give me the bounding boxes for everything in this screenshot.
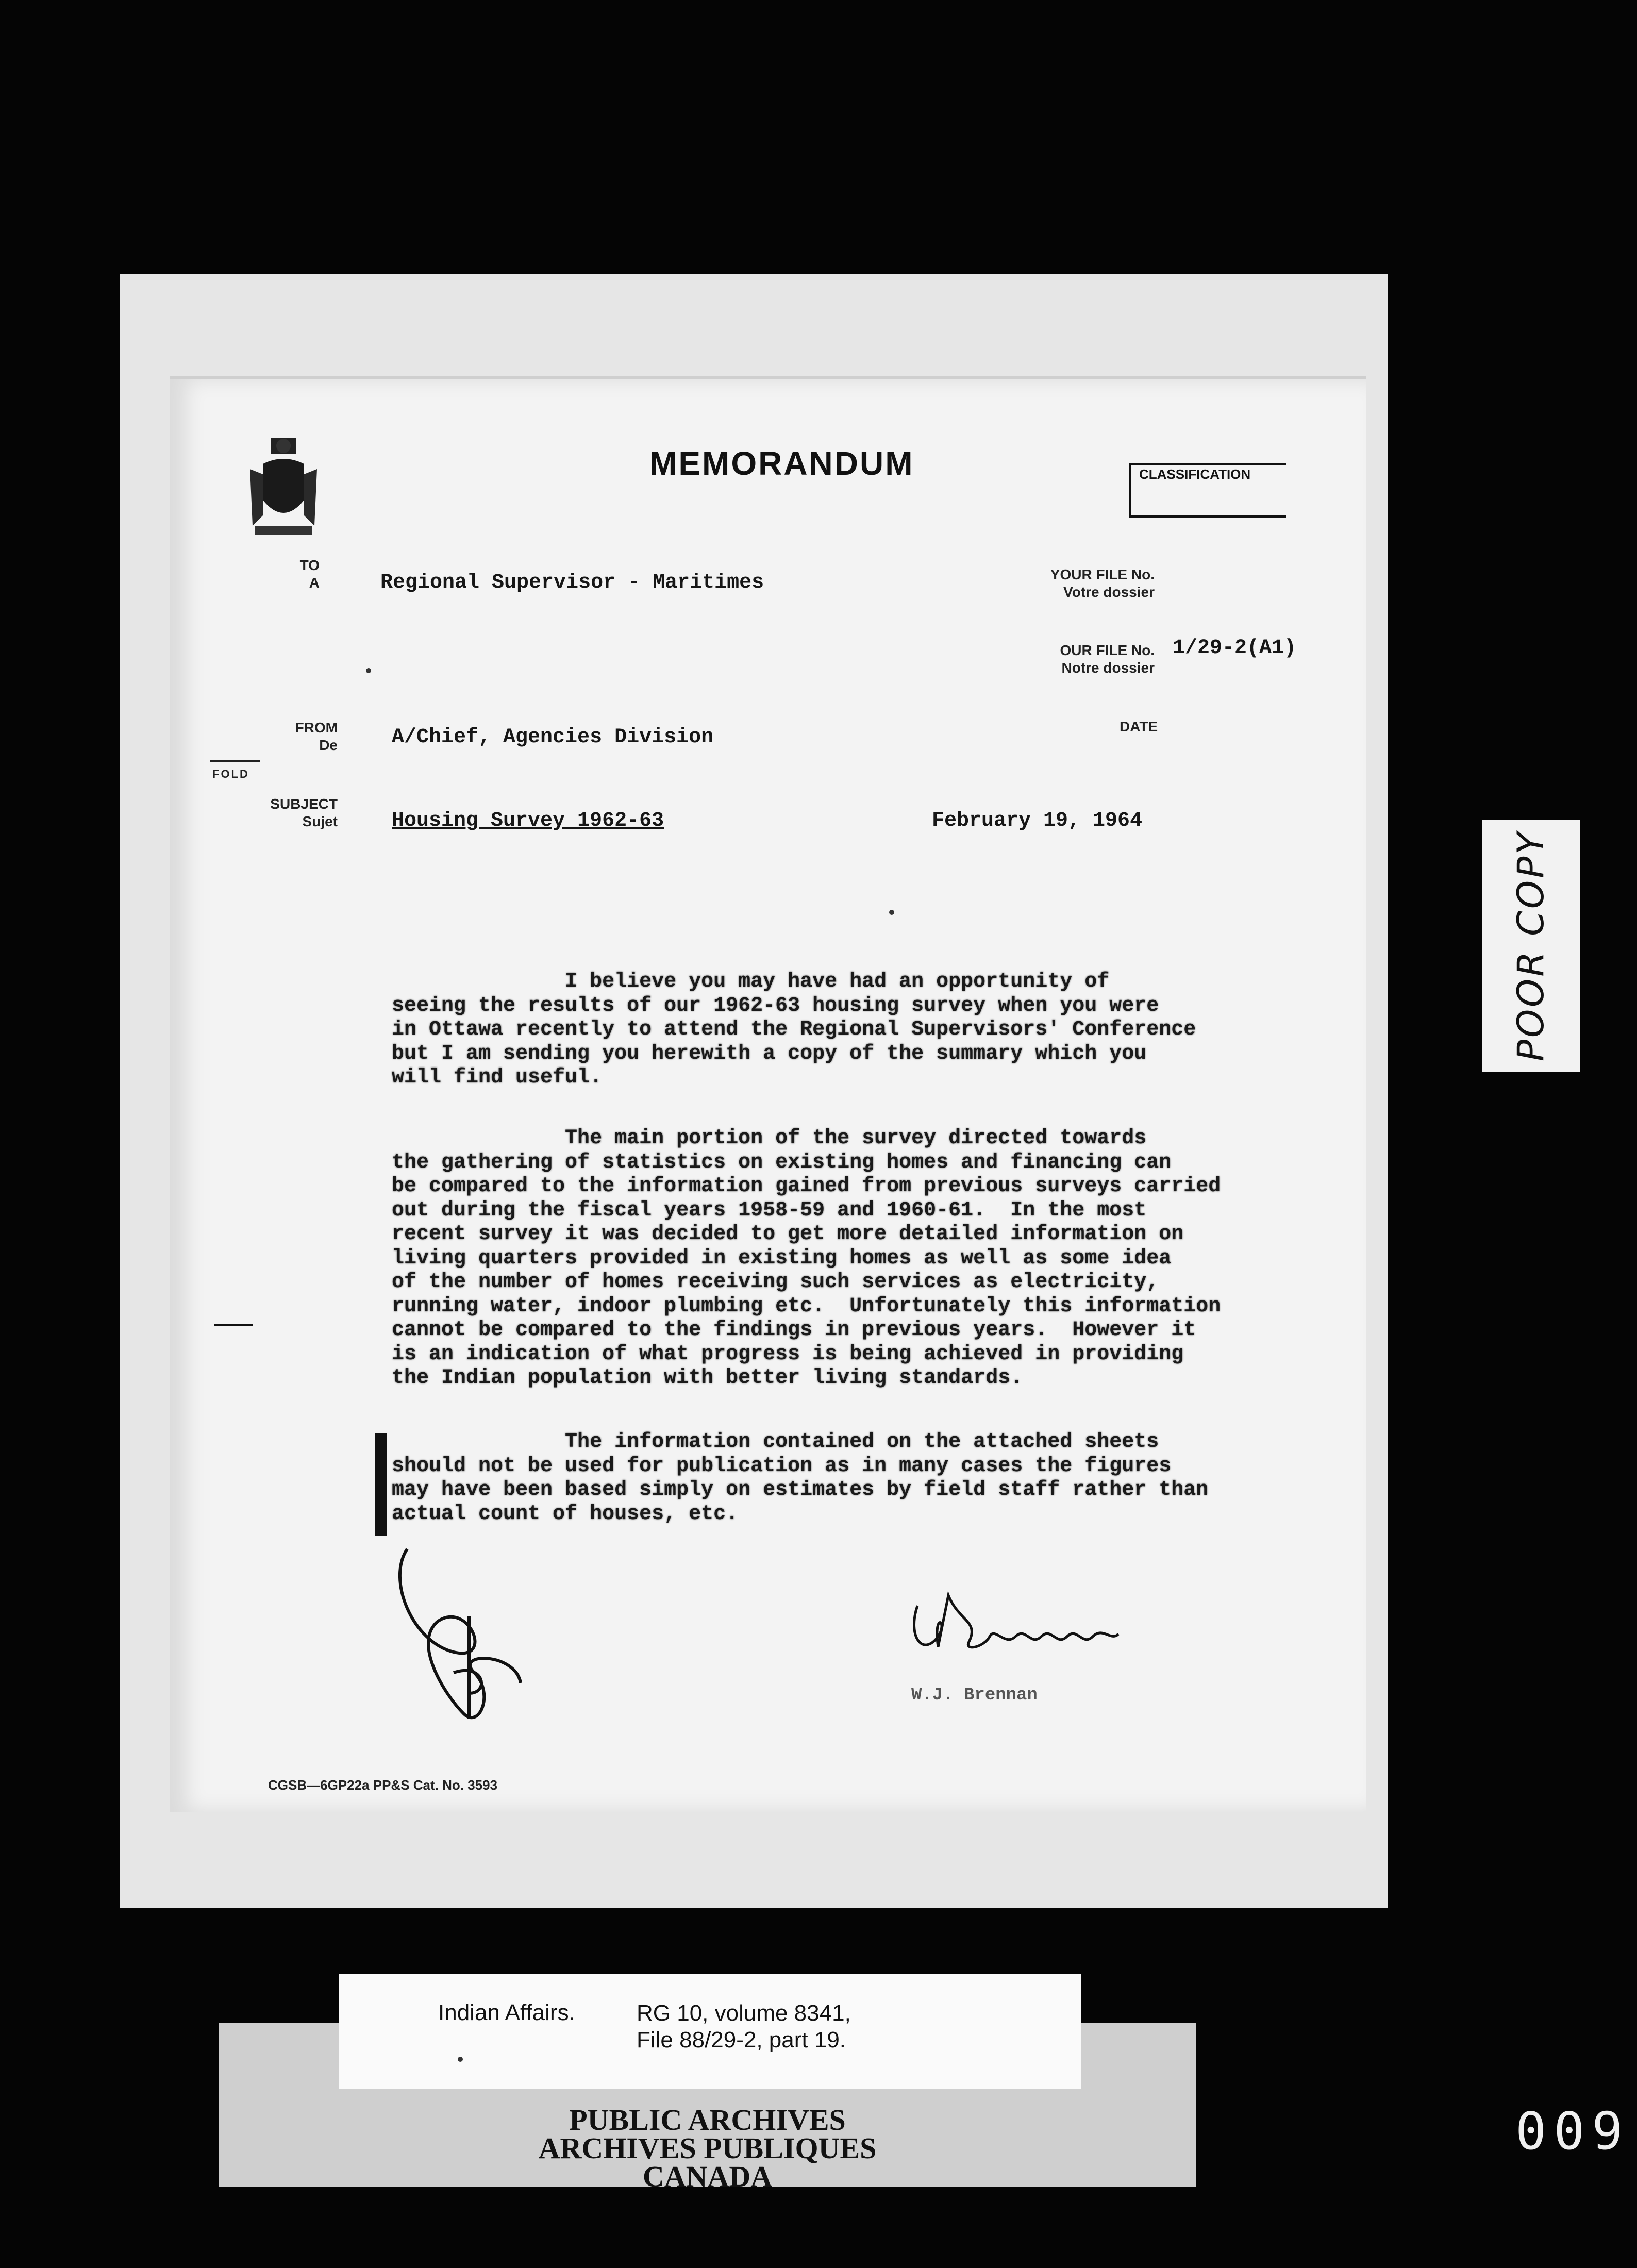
handwritten-signature xyxy=(907,1590,1124,1662)
from-value: A/Chief, Agencies Division xyxy=(392,726,714,749)
memorandum-sheet xyxy=(170,379,1366,1812)
subject-label: SUBJECT Sujet xyxy=(270,796,338,829)
reference-label: RG 10, volume 8341, File 88/29-2, part 19. xyxy=(637,2000,851,2053)
date-value: February 19, 1964 xyxy=(932,809,1143,832)
form-code: CGSB—6GP22a PP&S Cat. No. 3593 xyxy=(268,1777,498,1793)
classification-label: CLASSIFICATION xyxy=(1139,466,1251,482)
poor-copy-tag xyxy=(1482,820,1580,1072)
archives-stamp: PUBLIC ARCHIVES ARCHIVES PUBLIQUES CANADA xyxy=(538,2103,877,2193)
memo-heading: MEMORANDUM xyxy=(649,445,914,482)
signer-name: W.J. Brennan xyxy=(911,1686,1038,1705)
card-speck xyxy=(458,2057,463,2062)
frame-number: 009 xyxy=(1515,2103,1637,2160)
fold-label: FOLD xyxy=(212,768,249,780)
subject-value: Housing Survey 1962-63 xyxy=(392,809,664,832)
date-label: DATE xyxy=(1120,719,1158,735)
our-file-value: 1/29-2(A1) xyxy=(1173,637,1297,660)
poor-copy-text: POOR COPY xyxy=(1510,830,1552,1062)
handwritten-initials-signature xyxy=(392,1539,546,1735)
body-paragraph-2: The main portion of the survey directed towards the gathering of statistics on existing homes and financing can be compared to the information gained from previous surveys carried out during the fiscal years 1958-59 and 1960-61. In the most recent survey it was decided to get more detailed information on living quarters provided in existing homes as well as some idea of the number of homes receiving such services as electricity, running water, indoor plumbing etc. Unfortunately this information cannot be compared to the findings in previous years. However it is an indication of what progress is being achieved in providing the Indian population with better living standards. xyxy=(392,1127,1221,1390)
to-value: Regional Supervisor - Maritimes xyxy=(380,571,764,594)
to-label: TO A xyxy=(299,557,320,591)
margin-bar-mark xyxy=(375,1433,387,1536)
body-paragraph-3: The information contained on the attached sheets should not be used for publication as in many cases the figures may have been based simply on estimates by field staff rather than actual count of houses, etc. xyxy=(392,1430,1209,1526)
paper-speck xyxy=(366,668,371,673)
margin-mark xyxy=(214,1324,253,1326)
coat-of-arms-icon xyxy=(247,438,320,541)
fold-line xyxy=(210,760,260,762)
our-file-label: OUR FILE No. Notre dossier xyxy=(1060,642,1155,676)
from-label: FROM De xyxy=(295,720,338,753)
your-file-label: YOUR FILE No. Votre dossier xyxy=(1050,566,1155,600)
paper-speck xyxy=(889,910,894,915)
body-paragraph-1: I believe you may have had an opportunity of seeing the results of our 1962-63 housing survey when you were in Ottawa recently to attend the Regional Supervisors' Conference but I am sending you herewith a copy of the summary which you will find useful. xyxy=(392,970,1196,1089)
department-label: Indian Affairs. xyxy=(438,2000,575,2025)
